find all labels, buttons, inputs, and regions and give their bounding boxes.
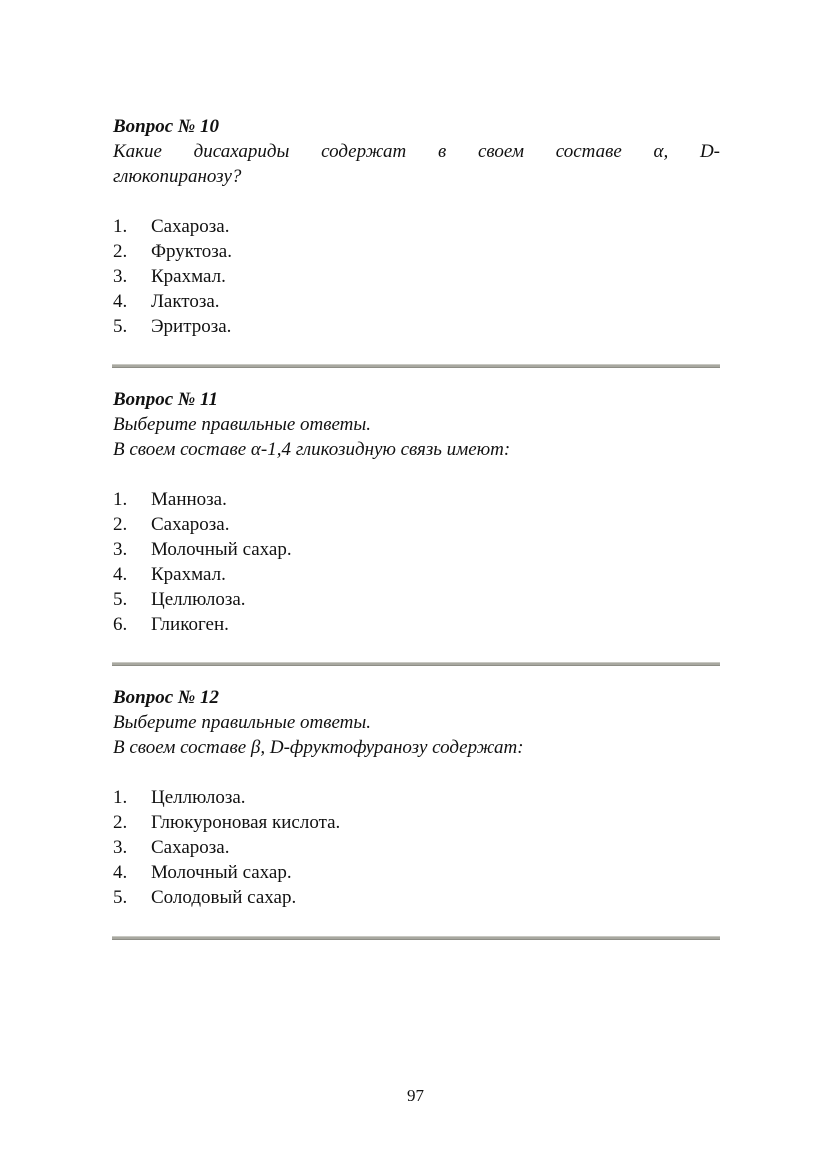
answer-options (113, 487, 720, 637)
option-label: Молочный сахар. (151, 539, 292, 560)
option-label: Эритроза. (151, 316, 232, 337)
option-number: 1. (113, 489, 128, 510)
answer-options (113, 785, 720, 910)
option-label: Манноза. (151, 489, 227, 510)
option-number: 3. (113, 539, 128, 560)
option-label: Сахароза. (151, 216, 230, 237)
option-label: Лактоза. (151, 291, 220, 312)
answer-option (113, 810, 720, 835)
question-text-line: Выберите правильные ответы. (113, 414, 372, 435)
option-label: Молочный сахар. (151, 862, 292, 883)
option-number: 6. (113, 614, 128, 635)
option-number: 4. (113, 291, 128, 312)
answer-option (113, 264, 720, 289)
option-label: Целлюлоза. (151, 787, 246, 808)
option-label: Солодовый сахар. (151, 887, 297, 908)
question-title: Вопрос № 12 (113, 687, 220, 708)
option-number: 1. (113, 216, 128, 237)
question-text-line: Какие дисахариды содержат в своем составе α, D- (113, 141, 720, 162)
answer-option (113, 314, 720, 339)
answer-option (113, 214, 720, 239)
option-number: 4. (113, 862, 128, 883)
question-12 (113, 685, 720, 910)
answer-option (113, 785, 720, 810)
question-text-line: Выберите правильные ответы. (113, 712, 372, 733)
option-number: 5. (113, 887, 128, 908)
option-number: 2. (113, 812, 128, 833)
option-number: 2. (113, 514, 128, 535)
option-number: 1. (113, 787, 128, 808)
option-label: Крахмал. (151, 266, 226, 287)
answer-option (113, 885, 720, 910)
option-label: Глюкуроновая кислота. (151, 812, 341, 833)
section-divider (112, 364, 720, 368)
question-text-line: глюкопиранозу? (113, 166, 242, 187)
question-title: Вопрос № 11 (113, 389, 219, 410)
answer-option (113, 487, 720, 512)
option-number: 3. (113, 266, 128, 287)
option-label: Сахароза. (151, 837, 230, 858)
answer-option (113, 612, 720, 637)
section-divider (112, 936, 720, 940)
option-label: Гликоген. (151, 614, 229, 635)
question-11 (113, 387, 720, 637)
option-number: 5. (113, 589, 128, 610)
answer-options (113, 214, 720, 339)
answer-option (113, 512, 720, 537)
page-number: 97 (407, 1086, 424, 1105)
answer-option (113, 860, 720, 885)
section-divider (112, 662, 720, 666)
question-text-line: В своем составе β, D-фруктофуранозу содержат: (113, 737, 524, 758)
option-label: Сахароза. (151, 514, 230, 535)
option-label: Целлюлоза. (151, 589, 246, 610)
option-number: 3. (113, 837, 128, 858)
question-10 (113, 114, 720, 339)
answer-option (113, 289, 720, 314)
option-number: 5. (113, 316, 128, 337)
answer-option (113, 587, 720, 612)
question-text-line: В своем составе α-1,4 гликозидную связь имеют: (113, 439, 511, 460)
question-title: Вопрос № 10 (113, 116, 220, 137)
answer-option (113, 239, 720, 264)
option-label: Крахмал. (151, 564, 226, 585)
answer-option (113, 537, 720, 562)
option-number: 2. (113, 241, 128, 262)
answer-option (113, 562, 720, 587)
option-number: 4. (113, 564, 128, 585)
answer-option (113, 835, 720, 860)
option-label: Фруктоза. (151, 241, 232, 262)
